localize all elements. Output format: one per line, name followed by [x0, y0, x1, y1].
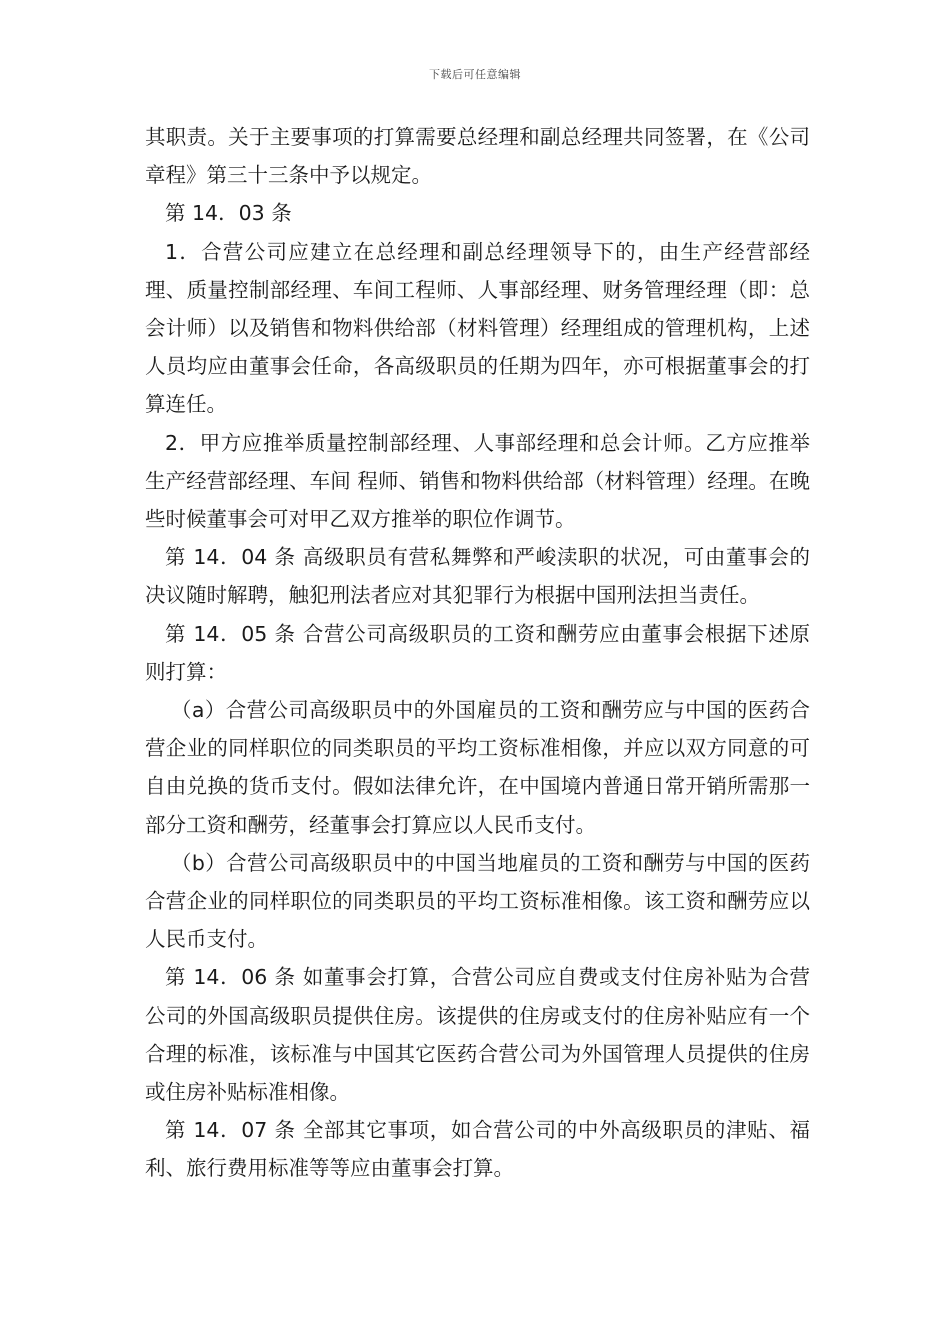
- document-body: [145, 118, 810, 1188]
- article-14-03-item-2: 2．甲方应推举质量控制部经理、人事部经理和总会计师。乙方应推举生产经营部经理、车间 程师、销售和物料供给部（材料管理）经理。在晚些时候董事会可对甲乙双方推举的职位作调节。: [145, 430, 810, 532]
- article-14-04: 第 14．04 条 高级职员有营私舞弊和严峻渎职的状况，可由董事会的决议随时解聘，触犯刑法者应对其犯罪行为根据中国刑法担当责任。: [145, 545, 810, 608]
- paragraph-continuation: 其职责。关于主要事项的打算需要总经理和副总经理共同签署，在《公司章程》第三十三条中予以规定。: [145, 125, 810, 188]
- article-14-05: 第 14．05 条 合营公司高级职员的工资和酬劳应由董事会根据下述原则打算：: [145, 621, 810, 684]
- article-14-05-item-a: （a）合营公司高级职员中的外国雇员的工资和酬劳应与中国的医药合营企业的同样职位的同类职员的平均工资标准相像，并应以双方同意的可自由兑换的货币支付。假如法律允许，在中国境内普通日常开销所需那一部分工资和酬劳，经董事会打算应以人民币支付。: [145, 698, 810, 837]
- article-14-05-item-b: （b）合营公司高级职员中的中国当地雇员的工资和酬劳与中国的医药合营企业的同样职位的同类职员的平均工资标准相像。该工资和酬劳应以人民币支付。: [145, 850, 810, 952]
- article-14-07: 第 14．07 条 全部其它事项，如合营公司的中外高级职员的津贴、福利、旅行费用标准等等应由董事会打算。: [145, 1118, 810, 1181]
- page-header: 下载后可任意编辑: [429, 68, 521, 81]
- article-14-06: 第 14．06 条 如董事会打算，合营公司应自费或支付住房补贴为合营公司的外国高级职员提供住房。该提供的住房或支付的住房补贴应有一个合理的标准，该标准与中国其它医药合营公司为外国管理人员提供的住房或住房补贴标准相像。: [145, 965, 810, 1105]
- article-14-03-heading: 第 14．03 条: [165, 201, 292, 226]
- article-14-03-item-1: 1．合营公司应建立在总经理和副总经理领导下的，由生产经营部经理、质量控制部经理、车间工程师、人事部经理、财务管理经理（即：总会计师）以及销售和物料供给部（材料管理）经理组成的管理机构，上述人员均应由董事会任命，各高级职员的任期为四年，亦可根据董事会的打算连任。: [145, 239, 810, 417]
